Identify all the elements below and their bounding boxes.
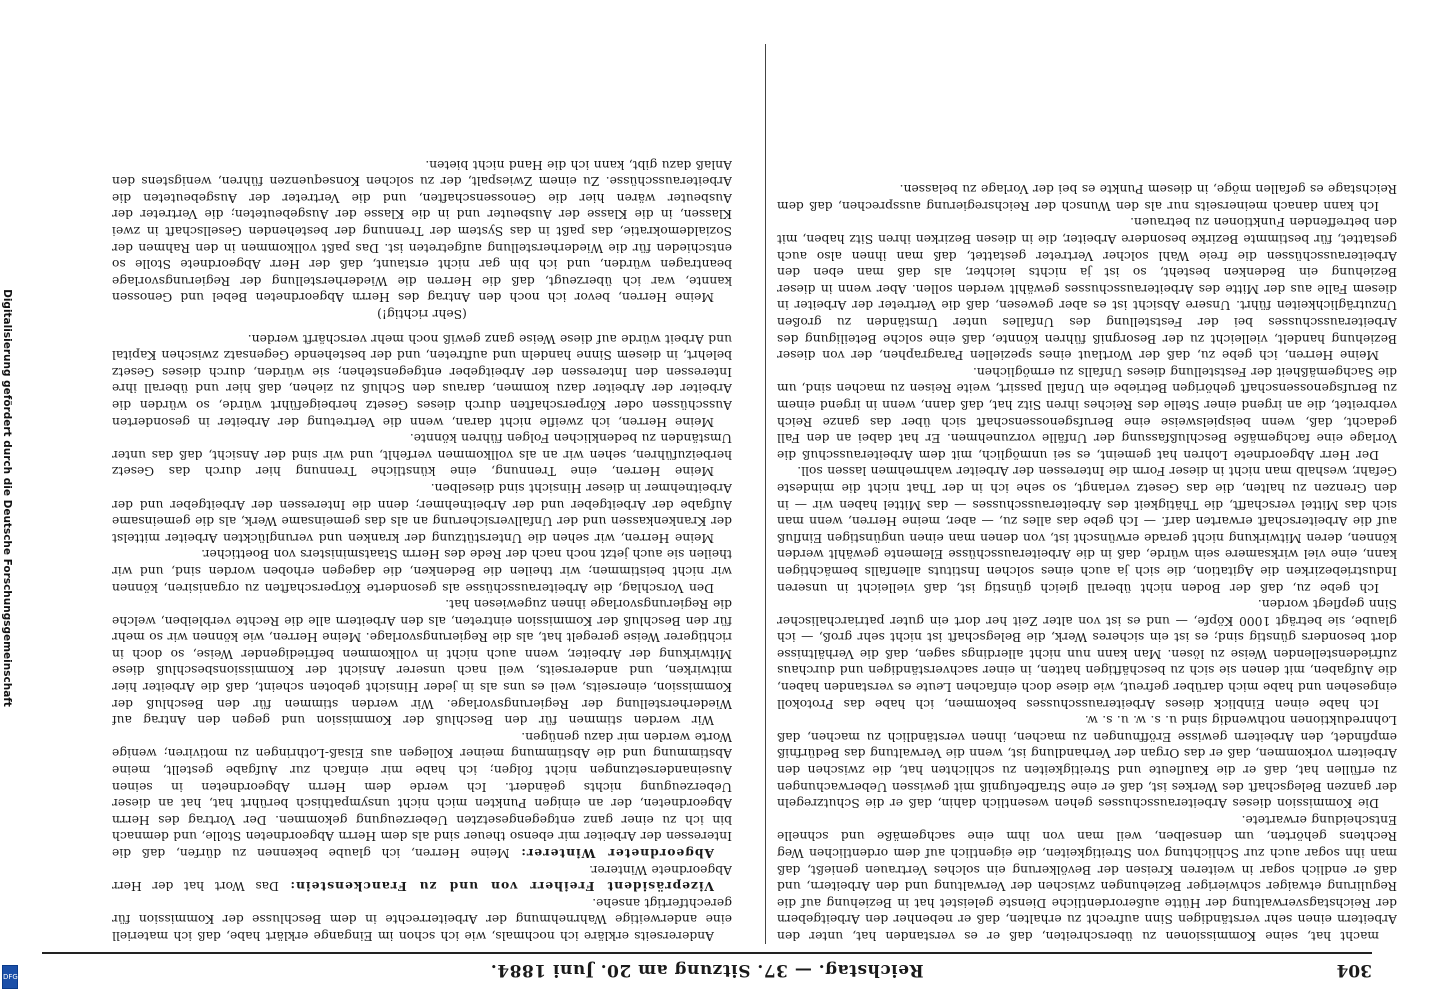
- president-statement: [112, 861, 732, 894]
- left-column: [777, 44, 1397, 944]
- speaker-label: Abgeordneter Winterer:: [520, 846, 714, 862]
- digitization-note: [0, 0, 16, 1000]
- paragraph: Meine Herren, wir sehen die Unterstützung der kranken und verunglückten Arbeiter mittelst der Krankenkassen und der Unfallversicherung an als das gemeinsame Werk, als die gemeinsame Aufgabe der Arbeitgeber und der Arbeitnehmer; denn die Interessen der Arbeitgeber und der Arbeitnehmer in dieser Hinsicht sind dieselben.: [112, 480, 732, 545]
- paragraph: Meine Herren, ich gebe zu, daß der Wortlaut eines speziellen Paragraphen, der von dieser Beziehung handelt, vielleicht zu der Besorgniß führen könnte, daß eine solche Beteiligung des Arbeiterausschusses bei der Feststellung des Unfalles unter Umständen zu großen Unzuträglichkeiten führt. Unsere Absicht ist es aber gewesen, daß die Vertreter der Arbeiter in diesem Falle aus der Mitte des Arbeiterausschusses gewählt werden sollen. Aber wenn in dieser Beziehung ein Bedenken besteht, so ist ja nichts leichter, als daß man eben den Arbeiterausschüssen die freie Wahl solcher Vertreter gestattet, daß man ihnen also auch gestattet, für bestimmte Bezirke besondere Arbeiter, die in diesen Bezirken ihren Sitz haben, mit den betreffenden Funktionen zu betrauen.: [777, 215, 1397, 363]
- paragraph: Meine Herren, bevor ich noch den Antrag des Herrn Abgeordneten Bebel und Genossen kannte, war ich überzeugt, daß die Herren die Wiederherstellung der Regierungsvorlage beantragen würden, und ich bin gar nicht erstaunt, daß der Herr Abgeordnete Stolle so entschieden für die Wiederherstellung aufgetreten ist. Das paßt vollkommen in den Rahmen der Sozialdemokratie, das paßt in das System der Trennung der bestehenden Gesellschaft in zwei Klassen, in die Klasse der Ausbeuter und in die Klasse der Ausgebeuteten; die Vertreter der Ausbeuter wären hier die Genossenschaften, und die Vertreter der Ausgebeuteten die Arbeiterausschüsse. Zu einem Zwiespalt, der zu solchen Konsequenzen führen, wenigstens den Anlaß dazu gibt, kann ich die Hand nicht bieten.: [112, 157, 732, 305]
- president-label: Vizepräsident Freiherr von und zu Franckenstein:: [289, 879, 714, 895]
- applause-note: (Sehr richtig!): [377, 307, 467, 322]
- paragraph: macht hat, seine Kommissionen zu überschreiten, daß er es verstanden hat, unter den Arbeitern einen sehr verständigen Sinn aufrecht zu erhalten, daß er nebenher den Arbeitgebern der Reichstagsverwaltung der Hütte außerordentliche Dienste geleistet hat in Beziehung auf die Regulirung etwaiger schwieriger Beziehungen zwischen der Verwaltung und den Arbeitern, und daß er endlich sogar in weiteren Kreisen der Bevölkerung ein solches Vertrauen genießt, daß man ihn sogar auch zur Schlichtung von Streitigkeiten, die eigentlich auf dem ordentlichen Weg Rechtens gehörten, um denselben, weil man von ihm eine sachgemäße und schnelle Entscheidung erwartete.: [777, 812, 1397, 943]
- speech-text: Meine Herren, ich glaube bekennen zu dürfen, daß die Interessen der Arbeiter mir ebenso theuer sind als dem Herrn Abgeordneten Stolle, und demnach bin ich zu einer ganz entgegengesetzten Ueberzeugung gekommen. Der Vortrag des Herrn Abgeordneten, der an einigen Punkten mich nicht unsympathisch berührt hat, hat an dieser Ueberzeugung nichts geändert. Ich werde dem Herrn Abgeordneten in seinen Auseinandersetzungen nicht folgen; ich habe mir einfach zur Aufgabe gestellt, meine Abstimmung und die Abstimmung meiner Kollegen aus Elsaß-Lothringen zu motiviren; wenige Worte werden mir dazu genügen.: [112, 729, 732, 861]
- paragraph: Meine Herren, ich zweifle nicht daran, wenn die Vertretung der Arbeiter in gesonderten Ausschüssen oder Körperschaften durch dieses Gesetz herbeigeführt würde, so würden die Arbeiter der Arbeiter dazu kommen, daraus den Schluß zu ziehen, daß hier und überall ihre Interessen den Interessen der Arbeitgeber entgegenstehen; sie würden, durch dieses Gesetz belehrt, in diesem Sinne handeln und auftreten, und der bestehende Gegensatz zwischen Kapital und Arbeit würde auf diese Weise ganz gewiß noch mehr verschärft werden.: [112, 331, 732, 429]
- paragraph: Andererseits erkläre ich nochmals, wie ich schon im Eingange erklärt habe, daß ich materiell eine anderweitige Wahrnehmung der Arbeiterrechte in dem Beschlusse der Kommission für gerechtfertigt ansehe.: [112, 895, 732, 943]
- paragraph: Wir werden stimmen für den Beschluß der Kommission und gegen den Antrag auf Wiederherstellung der Regierungsvorlage. Wir werden stimmen für den Beschluß der Kommission, einerseits, weil es uns als in jeder Hinsicht geboten scheint, daß die Arbeiter hier mitwirken, und andererseits, weil nach unserer Ansicht der Kommissionsbeschluß diese Mitwirkung der Arbeiter, wenn auch nicht in vollkommen befriedigender Weise, so doch in richtigerer Weise geregelt hat, als die Regierungsvorlage. Meine Herren, wie können wir so mehr für den Beschluß der Kommission eintreten, als den Arbeitern alle die Rechte verbleiben, welche die Regierungsvorlage ihnen zugewiesen hat.: [112, 597, 732, 728]
- page-number: 304: [1336, 960, 1372, 980]
- column-divider: [765, 44, 766, 944]
- president-text: Das Wort hat der Herr Abgeordnete Winterer.: [112, 862, 732, 894]
- speech-opening: [112, 728, 732, 861]
- paragraph: Ich gebe zu, daß der Boden nicht überall gleich günstig ist, daß vielleicht in unseren Industriebezirken die Agitation, die sich ja auch eines solchen Instituts allenfalls bemächtigen kann, eine viel wirksamere sein würde, daß in die Arbeiterausschüsse Elemente gewählt werden können, deren Mitwirkung nicht gerade erwünscht ist, von denen man einen ungünstigen Einfluß auf die Arbeiterschaft erwarten darf. — Ich gebe das alles zu, — aber, meine Herren, wenn man sich das Mittel verschafft, die Thätigkeit des Arbeiterausschusses — das Mittel haben wir — in den Grenzen zu halten, die das Gesetz verlangt, so sehe ich in der That nicht die mindeste Gefahr, weshalb man nicht in dieser Form die Interessen der Arbeiter wahrnehmen lassen soll.: [777, 464, 1397, 595]
- right-column: [112, 44, 732, 944]
- paragraph: Meine Herren, eine Trennung, eine künstliche Trennung hier durch das Gesetz herbeizuführen, sehen wir an als vollkommen verfehlt, und wir sind der Ansicht, daß das unter Umständen zu bedenklichen Folgen führen könnte.: [112, 431, 732, 479]
- paragraph: Der Herr Abgeordnete Lohren hat gemeint, es sei unmöglich, mit dem Arbeiterausschuß die Vorlage eine fachgemäße Beschlußfassung der Unfälle vorzunehmen. Er hat dabei an den Fall gedacht, daß, wenn beispielsweise eine Berufsgenossenschaft sich über das ganze Reich verbreitet, die an irgend einer Stelle des Reiches ihren Sitz hat, daß dann, wenn in irgend einem zu Berufsgenossenschaft gehörigen Betriebe ein Unfall passirt, weite Reisen zu machen sind, um die Sachgemäßheit der Feststellung dieses Unfalls zu ermöglichen.: [777, 364, 1397, 462]
- page-header: [42, 952, 1372, 984]
- dfg-logo-icon: DFG: [2, 965, 18, 989]
- digitization-text: Digitalisierung gefördert durch die Deutsche Forschungsgemeinschaft: [1, 289, 13, 707]
- paragraph: Die Kommission dieses Arbeiterausschusses gehen wesentlich dahin, daß er die Schutzregeln der ganzen Belegschaft des Werkes ist, daß er eine Strafbefugniß mit gewissen Ueberwachungen zu erfüllen hat, daß er die Kaufleute und Streitigkeiten zu schlichten hat, die zwischen den Arbeitern vorkommen, daß er das Organ der Verhandlung ist, wenn die Verwaltung das Bedürfniß empfindet, den Arbeitern gewisse Eröffnungen zu machen, ihnen verständlich zu machen, daß Lohnreduktionen nothwendig sind u. s. w. u. s. w.: [777, 713, 1397, 811]
- page-title: Reichstag. — 37. Sitzung am 20. Juni 1884.: [490, 960, 924, 980]
- paragraph: Den Vorschlag, die Arbeiterausschüsse als gesonderte Körperschaften zu organisiren, können wir nicht beistimmen; wir theilen die Bedenken, die dagegen erhoben worden sind, und wir theilen sie auch jetzt noch nach der Rede des Herrn Staatsministers von Boetticher.: [112, 547, 732, 595]
- paragraph: Ich kann danach meinerseits nur als den Wunsch der Reichsregierung aussprechen, daß dem Reichstage es gefallen möge, in diesem Punkte es bei der Vorlage zu belassen.: [777, 182, 1397, 213]
- paragraph: Ich habe einen Einblick dieses Arbeiterausschusses bekommen, ich habe das Protokoll eingesehen und habe mich darüber gefreut, wie diese doch einfachen Leute es verstanden haben, die Aufgaben, mit denen sie sich zu beschäftigen hatten, in einer sachverständigen und durchaus zufriedenstellenden Weise zu lösen. Man kann nun nicht allerdings sagen, daß die Verhältnisse dort besonders günstig sind; es ist ein sicheres Werk, die Belegschaft ist nicht sehr groß, — ich glaube, sie beträgt 1000 Köpfe, — und es ist von alter Zeit her dort ein guter patriarchalischer Sinn gepflegt worden.: [777, 597, 1397, 711]
